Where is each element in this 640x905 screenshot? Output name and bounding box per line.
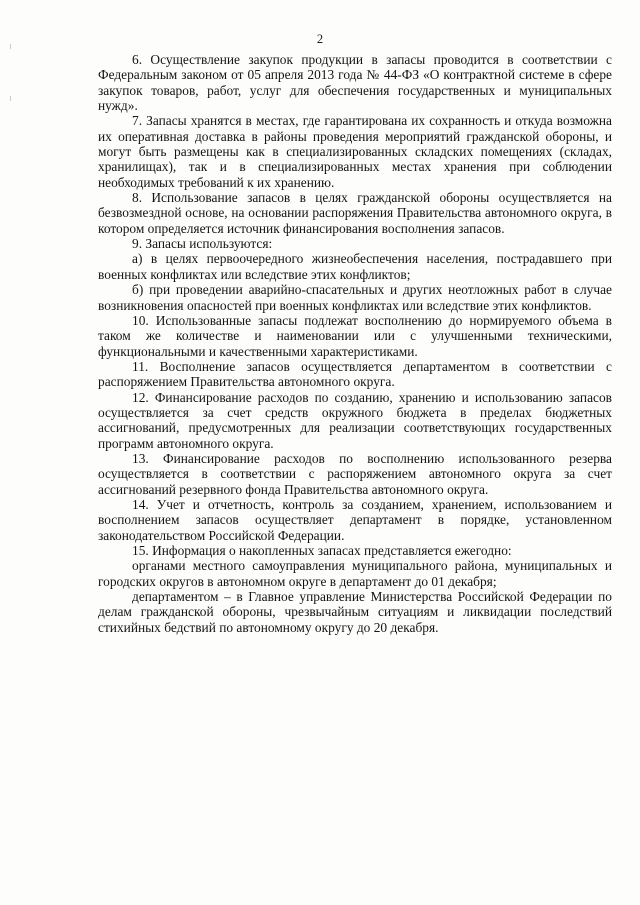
paragraph-13: 13. Финансирование расходов по восполнению использованного резерва осуществляется в соответствии с распоряжением автономного округа за счет ассигнований резервного фонда Правительства автономного округа. [98, 450, 612, 497]
paragraph-11: 11. Восполнение запасов осуществляется департаментом в соответствии с распоряжением Правительства автономного округа. [98, 358, 612, 390]
paragraph-14: 14. Учет и отчетность, контроль за созданием, хранением, использованием и восполнением запасов осуществляет департамент в порядке, установленном законодательством Российской Федерации. [98, 496, 612, 543]
paragraph-6: 6. Осуществление закупок продукции в запасы проводится в соответствии с Федеральным законом от 05 апреля 2013 года № 44-ФЗ «О контрактной системе в сфере закупок товаров, работ, услуг для обеспечения государственных и муниципальных нужд». [98, 52, 612, 114]
paragraph-12: 12. Финансирование расходов по созданию, хранению и использованию запасов осуществляется за счет средств окружного бюджета в пределах бюджетных ассигнований, предусмотренных для реализации соответствующих государственных программ автономного округа. [98, 389, 612, 451]
paragraph-9: 9. Запасы используются: [132, 236, 273, 252]
paragraph-15-municipal: органами местного самоуправления муниципального района, муниципальных и городских округов в автономном округе в департамент до 01 декабря; [98, 558, 612, 589]
paragraph-9a: а) в целях первоочередного жизнеобеспечения населения, пострадавшего при военных конфликтах или вследствие этих конфликтов; [98, 251, 612, 282]
paragraph-7: 7. Запасы хранятся в местах, где гарантирована их сохранность и откуда возможна их оперативная доставка в районы проведения мероприятий гражданской обороны, и могут быть размещены как в специализированных складских помещениях (складах, хранилищах), так и в специализированных местах хранения при соблюдении необходимых требований к их хранению. [98, 113, 612, 190]
page-number: 2 [316, 32, 324, 46]
paragraph-10: 10. Использованные запасы подлежат восполнению до нормируемого объема в таком же количестве и наименовании или с улучшенными техническими, функциональными и качественными характеристиками. [98, 312, 612, 359]
paragraph-15: 15. Информация о накопленных запасах представляется ежегодно: [132, 543, 512, 558]
binding-mark [10, 96, 11, 101]
paragraph-8: 8. Использование запасов в целях гражданской обороны осуществляется на безвозмездной основе, на основании распоряжения Правительства автономного округа, в котором определяется источник финансирования восполнения запасов. [98, 190, 612, 236]
paragraph-15-department: департаментом – в Главное управление Министерства Российской Федерации по делам гражданской обороны, чрезвычайным ситуациям и ликвидации последствий стихийных бедствий по автономному округу до 20 декабря. [98, 589, 612, 635]
paragraph-9b: б) при проведении аварийно-спасательных и других неотложных работ в случае возникновения опасностей при военных конфликтах или вследствие этих конфликтов. [98, 282, 612, 313]
document-body [98, 52, 612, 635]
